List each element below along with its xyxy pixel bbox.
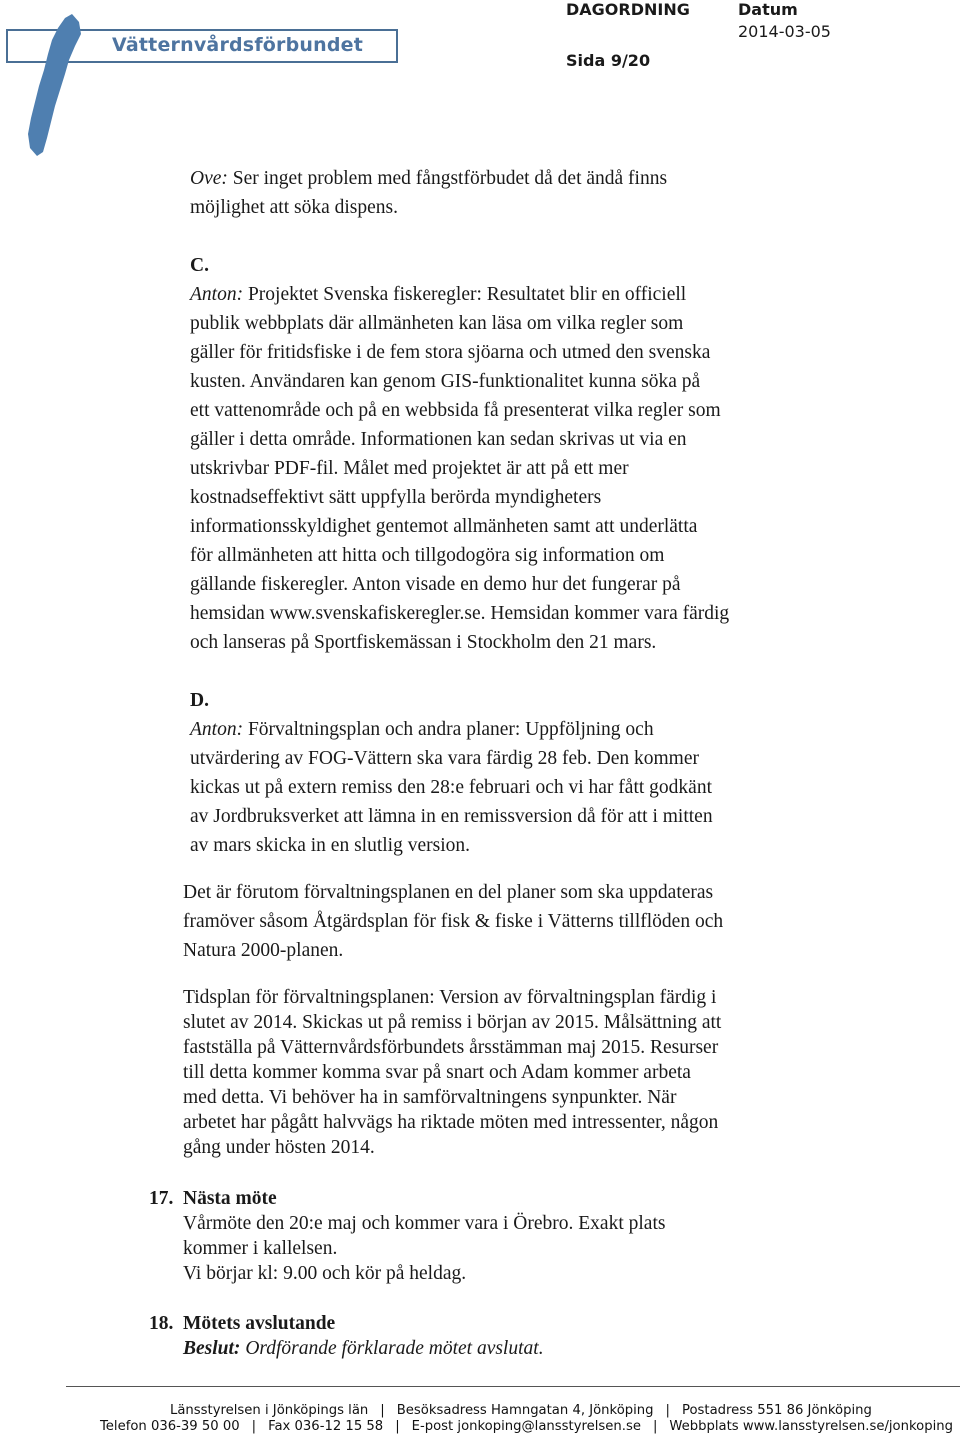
text-line: Ove: Ser inget problem med fångstförbudet då det ändå finns xyxy=(190,168,668,189)
footer-separator: | xyxy=(380,1403,385,1418)
page-number: Sida 9/20 xyxy=(566,51,651,70)
item-17-body xyxy=(183,1211,665,1286)
text-line: Anton: Projektet Svenska fiskeregler: Resultatet blir en officiell xyxy=(190,284,687,305)
text-line: Natura 2000-planen. xyxy=(183,940,344,961)
footer-visit-address: Besöksadress Hamngatan 4, Jönköping xyxy=(396,1403,654,1418)
text-line: Anton: Förvaltningsplan och andra planer: Uppföljning och xyxy=(190,719,654,740)
text-line: gällande fiskeregler. Anton visade en demo hur det fungerar på xyxy=(190,574,681,595)
text-line: fastställa på Vätternvårdsförbundets årsstämman maj 2015. Resurser xyxy=(183,1037,719,1058)
text-line: gång under hösten 2014. xyxy=(183,1137,375,1158)
footer-fax: Fax 036-12 15 58 xyxy=(268,1419,384,1434)
text-line: kommer i kallelsen. xyxy=(183,1238,338,1259)
text-line: Vi börjar kl: 9.00 och kör på heldag. xyxy=(183,1263,467,1284)
footer-email: E-post jonkoping@lansstyrelsen.se xyxy=(411,1419,641,1434)
speaker-label: Anton: xyxy=(190,284,244,305)
date-value: 2014-03-05 xyxy=(738,22,831,41)
text-line: av mars skicka in en slutlig version. xyxy=(190,835,470,856)
text-line: gäller för fritidsfiske i de fem stora sjöarna och utmed den svenska xyxy=(190,342,711,363)
plans-paragraph xyxy=(183,878,723,965)
footer-line-1 xyxy=(170,1403,872,1418)
text-line: och lanseras på Sportfiskemässan i Stockholm den 21 mars. xyxy=(190,632,657,653)
text-line: arbetet har pågått halvvägs ha riktade möten med intressenter, någon xyxy=(183,1112,719,1133)
item-number-17: 17. xyxy=(149,1188,174,1209)
section-c-paragraph xyxy=(190,280,729,657)
footer-separator: | xyxy=(665,1403,670,1418)
decision-line xyxy=(183,1336,544,1361)
date-label: Datum xyxy=(738,0,798,19)
decision-label: Beslut: xyxy=(183,1338,241,1359)
text-line: publik webbplats där allmänheten kan läsa om vilka regler som xyxy=(190,313,684,334)
text-line: hemsidan www.svenskafiskeregler.se. Hemsidan kommer vara färdig xyxy=(190,603,730,624)
lake-vattern-icon xyxy=(22,12,86,158)
text-line: gäller i detta område. Informationen kan sedan skrivas ut via en xyxy=(190,429,687,450)
section-heading-d: D. xyxy=(190,690,209,711)
text-line: Vårmöte den 20:e maj och kommer vara i Örebro. Exakt plats xyxy=(183,1213,666,1234)
text-line: utskrivbar PDF-fil. Målet med projektet är att på ett mer xyxy=(190,458,629,479)
footer-separator: | xyxy=(251,1419,257,1434)
timeline-paragraph xyxy=(183,985,721,1160)
item-title-18: Mötets avslutande xyxy=(183,1313,336,1334)
speaker-label: Ove: xyxy=(190,168,228,189)
ove-paragraph xyxy=(190,164,667,222)
decision-text: Ordförande förklarade mötet avslutat. xyxy=(240,1338,544,1359)
text-line: slutet av 2014. Skickas ut på remiss i början av 2015. Målsättning att xyxy=(183,1012,722,1033)
footer-postal-address: Postadress 551 86 Jönköping xyxy=(682,1403,872,1418)
text-line: ett vattenområde och på en webbsida få presenterat vilka regler som xyxy=(190,400,721,421)
text-line: med detta. Vi behöver ha in samförvaltningens synpunkter. När xyxy=(183,1087,677,1108)
footer-phone: Telefon 036-39 50 00 xyxy=(100,1419,240,1434)
text-line: kusten. Användaren kan genom GIS-funktionalitet kunna söka på xyxy=(190,371,701,392)
text-line: möjlighet att söka dispens. xyxy=(190,197,398,218)
text-line: av Jordbruksverket att lämna in en remissversion då för att i mitten xyxy=(190,806,713,827)
text-line: kostnadseffektivt sätt uppfylla berörda myndigheters xyxy=(190,487,602,508)
text-line: Tidsplan för förvaltningsplanen: Version av förvaltningsplan färdig i xyxy=(183,987,717,1008)
footer-org: Länsstyrelsen i Jönköpings län xyxy=(170,1403,369,1418)
footer-divider xyxy=(66,1386,960,1387)
section-heading-c: C. xyxy=(190,255,209,276)
text-line: utvärdering av FOG-Vättern ska vara färdig 28 feb. Den kommer xyxy=(190,748,699,769)
text-line: till detta kommer komma svar på snart och Adam kommer arbeta xyxy=(183,1062,691,1083)
speaker-label: Anton: xyxy=(190,719,244,740)
item-title-17: Nästa möte xyxy=(183,1188,277,1209)
doc-type: DAGORDNING xyxy=(566,0,690,19)
text-line: framöver såsom Åtgärdsplan för fisk & fiske i Vätterns tillflöden och xyxy=(183,911,724,932)
text-line: Det är förutom förvaltningsplanen en del planer som ska uppdateras xyxy=(183,882,714,903)
org-name: Vätternvårdsförbundet xyxy=(112,34,364,56)
footer-separator: | xyxy=(395,1419,400,1434)
item-number-18: 18. xyxy=(149,1313,174,1334)
footer-separator: | xyxy=(652,1419,658,1434)
section-d-paragraph xyxy=(190,715,713,860)
text-line: för allmänheten att hitta och tillgodogöra sig information om xyxy=(190,545,665,566)
footer-line-2 xyxy=(100,1419,953,1434)
text-line: kickas ut på extern remiss den 28:e februari och vi har fått godkänt xyxy=(190,777,712,798)
text-line: informationsskyldighet gentemot allmänheten samt att underlätta xyxy=(190,516,698,537)
footer-website: Webbplats www.lansstyrelsen.se/jonkoping xyxy=(669,1419,953,1434)
